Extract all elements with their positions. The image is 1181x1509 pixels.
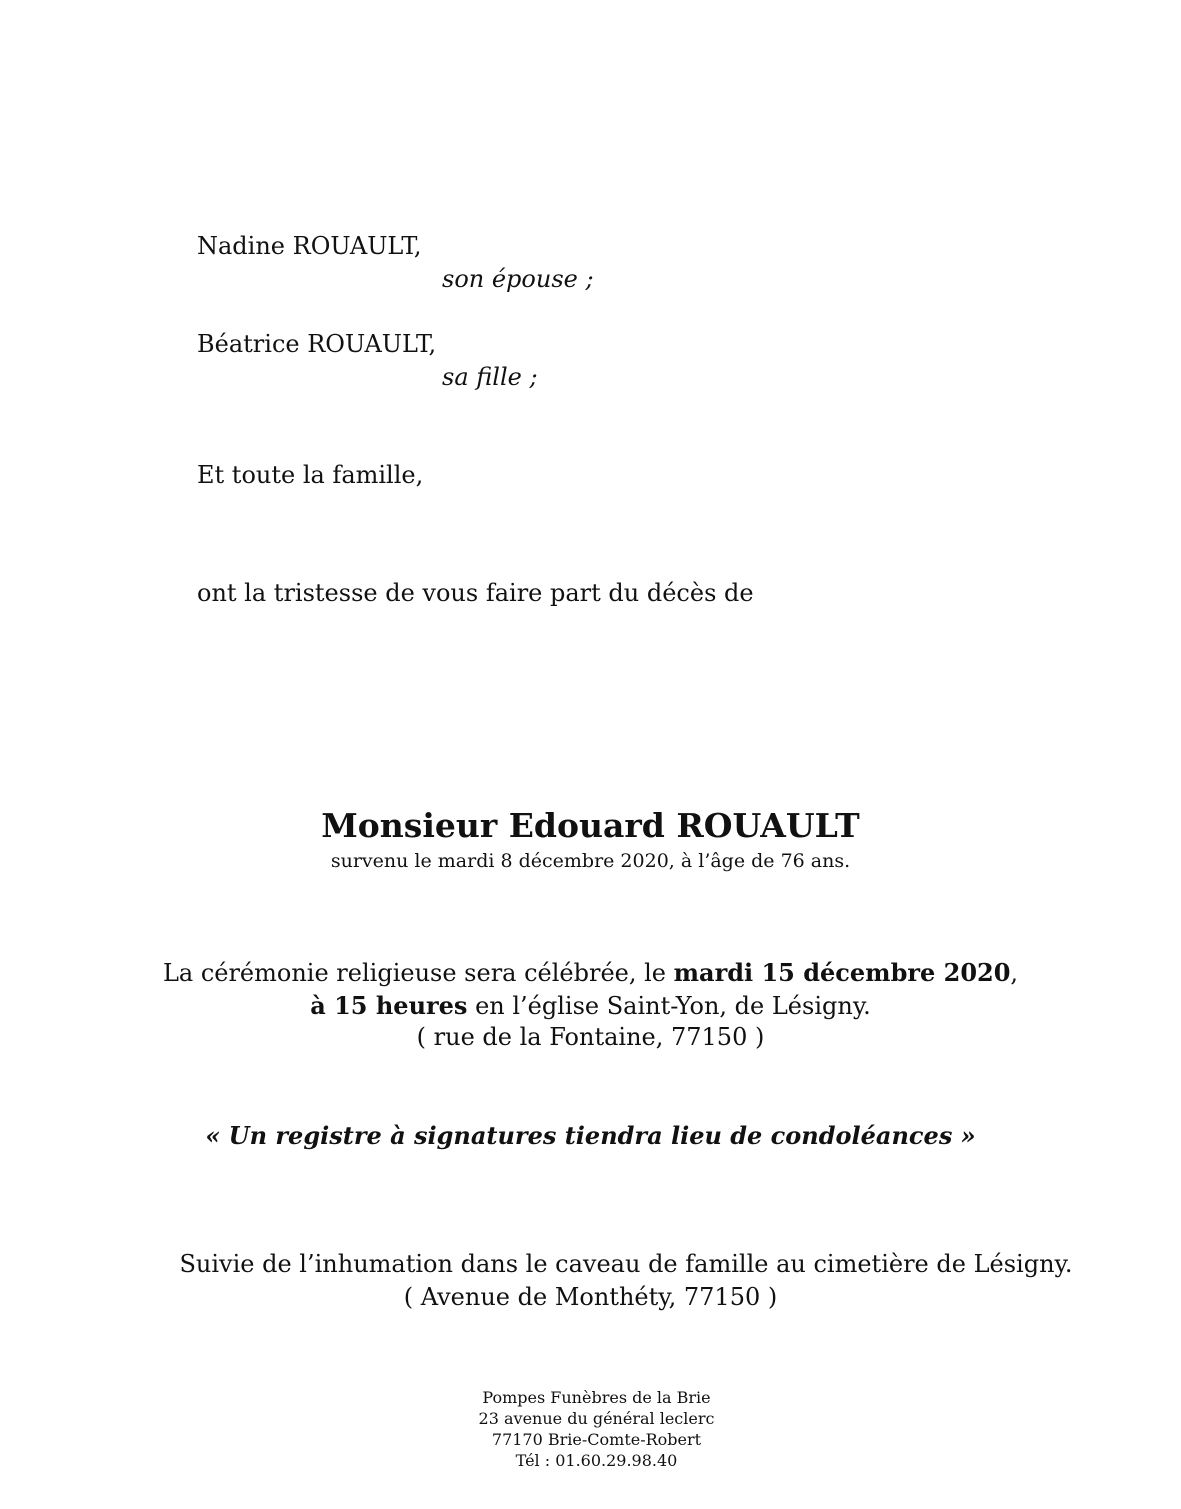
ceremony-line-2	[0, 991, 1181, 1020]
spouse-name: Nadine ROUAULT,	[197, 232, 422, 260]
announcement-text: ont la tristesse de vous faire part du décès de	[197, 579, 754, 607]
burial-line	[0, 1250, 1181, 1278]
ceremony-address: ( rue de la Fontaine, 77150 )	[416, 1023, 765, 1051]
ceremony-line-1	[0, 958, 1181, 987]
burial-address: ( Avenue de Monthéty, 77150 )	[403, 1283, 778, 1311]
ceremony-comma: ,	[1010, 959, 1019, 987]
funeral-home-info	[0, 1387, 1181, 1471]
ceremony-place: en l’église Saint-Yon, de Lésigny.	[467, 992, 871, 1020]
ceremony-date: mardi 15 décembre 2020	[673, 958, 1011, 987]
funeral-home-name: Pompes Funèbres de la Brie	[482, 1388, 711, 1407]
daughter-relation: sa fille ;	[442, 363, 538, 391]
deceased-name: Monsieur Edouard ROUAULT	[321, 806, 860, 845]
register-note: « Un registre à signatures tiendra lieu de condoléances »	[205, 1121, 976, 1150]
ceremony-time: à 15 heures	[310, 991, 468, 1020]
all-family: Et toute la famille,	[197, 461, 424, 489]
daughter-name: Béatrice ROUAULT,	[197, 330, 437, 358]
funeral-home-phone: Tél : 01.60.29.98.40	[515, 1451, 678, 1470]
death-line: survenu le mardi 8 décembre 2020, à l’âge de 76 ans.	[330, 850, 851, 872]
funeral-home-city: 77170 Brie-Comte-Robert	[491, 1430, 702, 1449]
ceremony-prefix: La cérémonie religieuse sera célébrée, le	[162, 959, 674, 987]
spouse-relation: son épouse ;	[442, 265, 594, 293]
funeral-home-street: 23 avenue du général leclerc	[478, 1409, 715, 1428]
burial-text: Suivie de l’inhumation dans le caveau de famille au cimetière de Lésigny.	[179, 1250, 1073, 1278]
